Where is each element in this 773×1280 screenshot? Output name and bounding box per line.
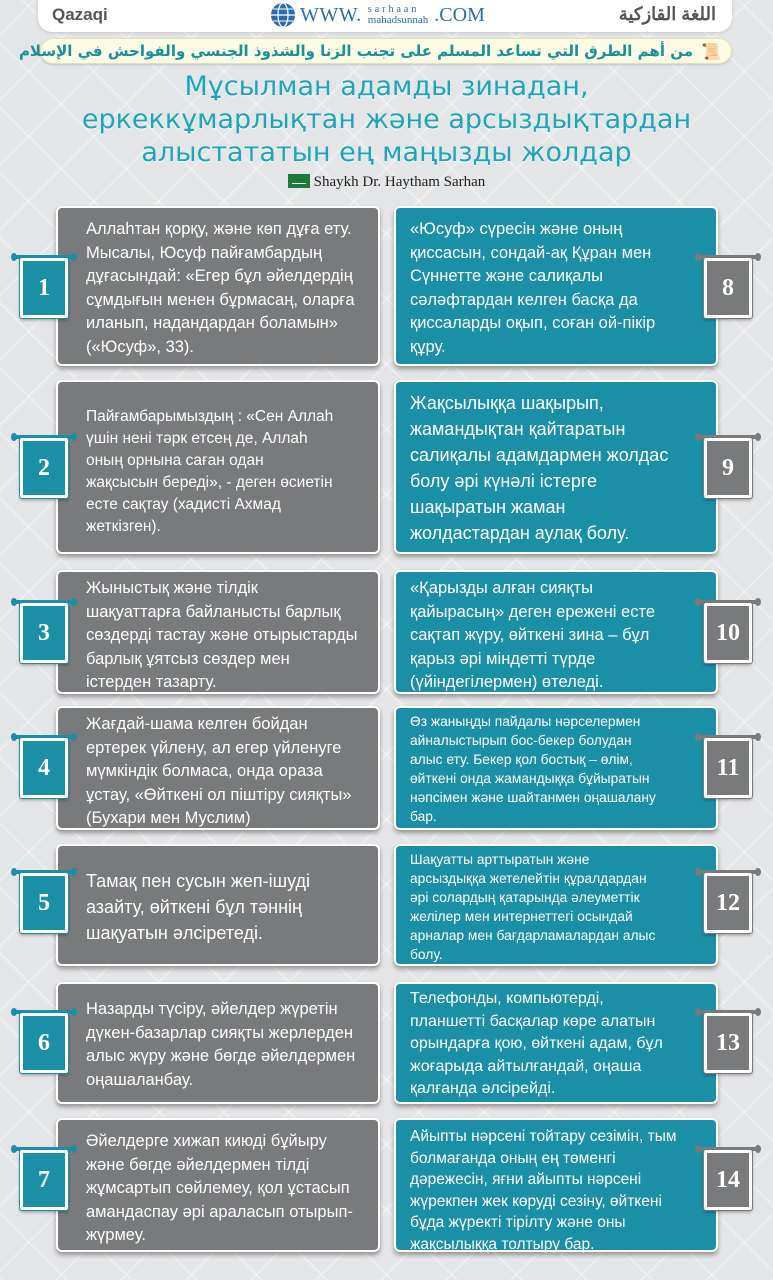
scroll-icon: 📜 — [701, 42, 721, 61]
tip-number-9: 9 — [704, 438, 752, 498]
language-label-arabic: اللغة القازكية — [618, 4, 716, 24]
author — [0, 174, 773, 191]
tip-number-5: 5 — [20, 873, 68, 933]
tip-text: Пайғамбарымыздың : «Сен Аллаһ үшін нені тәрк етсең де, Аллаһ оның орнына саған одан жақсысын береді», - деген өсиетін есте сақтау (хадисті Ахмад жеткізген). — [86, 408, 334, 535]
tip-card-11 — [394, 706, 718, 830]
tip-number-12: 12 — [704, 873, 752, 933]
tip-number-4: 4 — [20, 738, 68, 798]
tip-text: Тамақ пен сусын жеп-ішуді азайту, өйткені бұл тәннің шақуатын әлсіретеді. — [86, 871, 310, 943]
tip-card-9 — [394, 380, 718, 554]
tip-card-3 — [56, 570, 380, 694]
tip-text: «Юсуф» сүресін және оның қиссасын, сондай-ақ Құран мен Сүннетте және салиқалы сәләфтардан келген басқа да қиссаларды оқып, соған ой-пікір құру. — [410, 220, 656, 356]
site-name-bottom: mahadsunnah — [367, 14, 429, 26]
tip-card-2 — [56, 380, 380, 554]
arabic-subtitle: من أهم الطرق التي تساعد المسلم على تجنب الزنا والشذوذ الجنسي والفواحش في الإسلام — [18, 42, 693, 60]
saudi-flag-icon — [288, 174, 310, 188]
tip-card-12 — [394, 844, 718, 966]
language-label-latin: Qazaqi — [52, 5, 108, 24]
page-title: Мұсылман адамды зинадан, еркеккұмарлықтан және арсыздықтардан алыстататын ең маңызды жолдар — [81, 71, 692, 168]
tip-number-6: 6 — [20, 1013, 68, 1073]
tip-number-11: 11 — [704, 738, 752, 798]
site-www: WWW. — [300, 3, 362, 26]
tip-number-8: 8 — [704, 258, 752, 318]
tip-number-1: 1 — [20, 258, 68, 318]
tip-card-10 — [394, 570, 718, 694]
tip-text: Жыныстық және тілдік шақуаттарға байланысты барлық сөздерді тастау және отырыстарды барлық ұятсыз сөздер мен істерден тазарту. — [86, 579, 358, 691]
tip-text: Айыпты нәрсені тойтару сезімін, тым болмағанда оның ең төменгі дәрежесін, яғни айыпты нәрсені жүрекпен жек көруді сезіну, өйткені бұда жүректі тірілту және оны жақсылыққа толтыру бар. — [410, 1128, 677, 1253]
tip-text: Назарды түсіру, әйелдер жүретін дүкен-базарлар сияқты жерлерден алыс жүру және бөгде әйелдермен оңашаланбау. — [86, 1000, 356, 1089]
tip-card-1 — [56, 206, 380, 366]
tip-text: Телефонды, компьютерді, планшетті басқалар көре алатын орындарға қою, өйткені адам, бұл жоғарыда айтылғандай, оңаша қалғанда әлсірейді. — [410, 990, 663, 1097]
tip-number-10: 10 — [704, 603, 752, 663]
tip-card-7 — [56, 1118, 380, 1252]
top-bar — [38, 0, 732, 32]
tip-card-13 — [394, 982, 718, 1104]
tip-text: «Қарызды алған сияқты қайырасың» деген ережені есте сақтап жүру, өйткені зина – бұл қарыз әрі міндетті түрде (үйіндегілермен) өтеледі. — [410, 579, 656, 691]
tip-number-3: 3 — [20, 603, 68, 663]
tip-number-14: 14 — [704, 1150, 752, 1210]
tip-text: Жағдай-шама келген бойдан ертерек үйлену, ал егер үйленуге мүмкіндік болмаса, онда ораза ұстау, «Өйткені ол піштіру сияқты» (Бухари мен Муслим) — [86, 715, 352, 827]
author-name: Shaykh Dr. Haytham Sarhan — [313, 174, 486, 190]
tip-text: Шақуатты арттыратын және арсыздыққа жетелейтін құралдардан әрі солардың қатарында әлеуметтік желілер мен интернеттегі осындай арналар мен бағдарламалардан алыс болу. — [410, 852, 656, 962]
site-name-top: sarhaan — [367, 4, 420, 15]
tip-text: Әйелдерге хижап киюді бұйыру және бөгде әйелдермен тілді жұмсартып сөйлемеу, қол ұстасып амандаспау әрі араласып отырып- жүрмеу. — [86, 1132, 353, 1244]
globe-icon — [270, 2, 296, 28]
tip-number-2: 2 — [20, 438, 68, 498]
arabic-subtitle-bar — [18, 38, 732, 64]
tip-number-7: 7 — [20, 1150, 68, 1210]
tip-card-8 — [394, 206, 718, 366]
tip-text: Өз жаныңды пайдалы нәрселермен айналыстырып бос-бекер болудан алыс ету. Бекер қол бостық – өлім, өйткені онда жамандыққа бұйыратын нәпсімен және шайтанмен оңашалану бар. — [410, 714, 656, 824]
tip-text: Жақсылыққа шақырып, жамандықтан қайтаратын салиқалы адамдармен жолдас болу әрі күнәлі істерге шақыратын жаман жолдастардан аулақ болу. — [410, 393, 669, 543]
site-logo[interactable] — [270, 2, 485, 28]
tip-card-5 — [56, 844, 380, 966]
site-com: .COM — [434, 3, 485, 26]
tip-text: Аллаһтан қорқу, және көп дұға ету. Мысалы, Юсуф пайғамбардың дұғасындай: «Егер бұл әйелдердің сұмдығын менен бұрмасаң, оларға иланып, надандардан боламын» («Юсуф», 33). — [86, 220, 355, 356]
tip-number-13: 13 — [704, 1013, 752, 1073]
site-name — [368, 5, 428, 25]
tip-card-14 — [394, 1118, 718, 1252]
tip-card-4 — [56, 706, 380, 830]
tip-card-6 — [56, 982, 380, 1104]
